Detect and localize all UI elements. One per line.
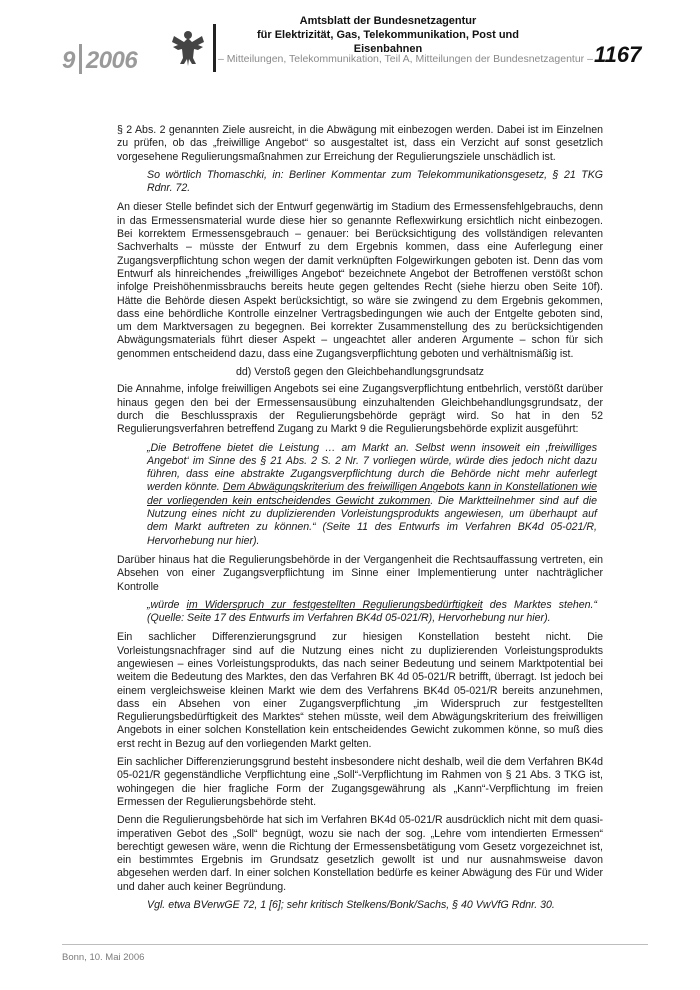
paragraph-4: Darüber hinaus hat die Regulierungsbehörde in der Vergangenheit die Rechtsauffassung vertreten, ein Absehen von einer Zugangsverpflichtung im Sinne einer Implementierung unter nachträglicher Kontrolle: [117, 553, 603, 593]
paragraph-6: Ein sachlicher Differenzierungsgrund besteht insbesondere nicht deshalb, weil die dem Verfahren BK4d 05-021/R gegenständliche Verpflichtung eine „Soll“-Verpflichtung im Rahmen von § 21 Abs. 3 TKG ist, wohingegen die hier fragliche Form der Zugangsgewährung als „Kann“-Verpflichtung im freien Ermessen der Regulierungsbehörde steht.: [117, 756, 603, 808]
page-body: [117, 124, 603, 918]
paragraph-1: § 2 Abs. 2 genannten Ziele ausreicht, in die Abwägung mit einbezogen werden. Dabei ist im Einzelnen zu prüfen, ob das „freiwillige Angebot“ so ausgestaltet ist, dass ein Verzicht auf sonst gesetzlich vorgesehene Regulierungsmaßnahmen zur Erreichung der Regulierungsziele unschädlich ist.: [117, 124, 603, 163]
quote-1-emphasis: Dem Abwägungskriterium des freiwilligen Angebots kann in Konstellationen wie der vorliegenden kein entscheidendes Gewicht zukommen: [147, 481, 597, 507]
section-heading-dd: dd) Verstoß gegen den Gleichbehandlungsgrundsatz: [236, 366, 484, 379]
issue-year: 2006: [85, 47, 138, 74]
quote-1-text-b: . Die Marktteilnehmer sind auf die Nutzung eines nicht zu duplizierenden Vorleistungsprodukts angewiesen, um überhaupt auf dem Markt auftreten zu können.“ (Seite 11 des Entwurfs im Verfahren BK4d 05-021/R, Hervorhebung nur hier).: [147, 494, 597, 547]
paragraph-3: Die Annahme, infolge freiwilligen Angebots sei eine Zugangsverpflichtung entbehrlich, verstößt darüber hinaus gegen den bei der Ermessensausübung einzuhaltenden Gleichbehandlungsgrundsatz, der durch die Beschlusspraxis der Regulierungsbehörde geprägt wird. So hat in den 52 Regulierungsverfahren betreffend Zugang zu Markt 9 die Regulierungsbehörde explizit ausgeführt:: [117, 383, 603, 436]
quote-1-text-a: „Die Betroffene bietet die Leistung … am Markt an. Selbst wenn insoweit ein ‚freiwilliges Angebot‘ im Sinne des § 21 Abs. 2 S. 2 Nr. 7 vorliegen würde, würde dies jedoch nicht dazu führen, dass eine abstrakte Zugangsverpflichtung durch die Behörde nicht mehr auferlegt werden könnte.: [147, 441, 597, 494]
header-divider: [213, 24, 216, 72]
quote-2-emphasis: im Widerspruch zur festgestellten Regulierungsbedürftigkeit: [186, 598, 483, 611]
journal-title-line-1: Amtsblatt der Bundesnetzagentur: [299, 15, 477, 27]
issue-label: [62, 44, 137, 75]
quote-2-text-a: „würde: [147, 598, 187, 611]
paragraph-5: Ein sachlicher Differenzierungsgrund zur hiesigen Konstellation besteht nicht. Die Vorleistungsnachfrager sind auf die Nutzung eines nicht zu duplizierenden Vorleistungsprodukts angewiesen – eines Vorleistungsprodukts, das nach seiner Bedeutung und seinem Marktpotential bei weitem die Bedeutung des Marktes, den das Verfahren BK 4d 05-021/R betrifft, überragt. Ist jedoch bei einem vergleichsweise kleinen Markt wie dem des Verfahrens BK4d 05-021/R bereits anzunehmen, dass ein Absehen von einer Zugangsverpflichtung „im Widerspruch zur festgestellten Regulierungsbedürftigkeit des Marktes“ stehen müsste, weil dem Abwägungskriterium des freiwilligen Angebots in einer solchen Konstellation kein entscheidendes Gewicht zukommen könne, so muß dies erst recht in Bezug auf den vorliegenden Markt gelten.: [117, 631, 603, 750]
page-header: [0, 0, 700, 80]
issue-divider: [79, 44, 82, 74]
page-number: 1167: [594, 42, 642, 67]
footer-divider: [62, 944, 648, 945]
journal-subtitle: – Mitteilungen, Telekommunikation, Teil A, Mitteilungen der Bundesnetzagentur –: [218, 53, 593, 65]
journal-title-line-2: für Elektrizität, Gas, Telekommunikation, Post und Eisenbahnen: [256, 29, 519, 55]
footer-place-date: Bonn, 10. Mai 2006: [62, 952, 145, 963]
journal-title: [228, 14, 548, 56]
quote-2: [117, 599, 603, 626]
quote-2-text-b: des Marktes stehen.“ (Quelle: Seite 17 des Entwurfs im Verfahren BK4d 05-021/R), Hervorhebung nur hier).: [147, 598, 597, 625]
quote-1: [117, 442, 603, 548]
citation-1: So wörtlich Thomaschki, in: Berliner Kommentar zum Telekommunikationsgesetz, § 21 TKG Rdnr. 72.: [147, 168, 603, 195]
paragraph-7: Denn die Regulierungsbehörde hat sich im Verfahren BK4d 05-021/R ausdrücklich nicht mit dem quasi-imperativen Gebot des „Soll“ begnügt, wozu sie nach der sog. „Lehre vom intendierten Ermessen“ berechtigt gewesen wäre, wenn die Richtung der Ermessensbetätigung vom Gesetz vorgezeichnet ist, ein bestimmtes Ergebnis im Grundsatz gesetzlich gewollt ist und nur ausnahmsweise davon abgesehen werden darf. In einer solchen Konstellation bedürfe es keiner Abwägung des Für und Wider und daher auch keiner Begründung.: [117, 814, 603, 893]
federal-eagle-icon: [170, 28, 206, 68]
paragraph-2: An dieser Stelle befindet sich der Entwurf gegenwärtig im Stadium des Ermessensfehlgebrauchs, denn in das Ermessensmaterial wurde diese hier so genannte Reflexwirkung ersichtlich nicht einbezogen. Bei korrektem Ermessensgebrauch – genauer: bei Berücksichtigung des vollständigen relevanten Sachverhalts – müsste der Entwurf zu dem Ergebnis kommen, dass eine Auferlegung einer Zugangsverpflichtung schon wegen der damit verknüpften Folgewirkungen geboten ist. Denn das vom Entwurf als hinreichendes „freiwilliges Angebot“ bezeichnete Angebot der Betroffenen verstößt schon infolge Preishöhenmissbrauchs bereits heute gegen geltendes Recht (siehe hierzu oben Seite 10f). Hätte die Behörde diesen Aspekt berücksichtigt, so wäre sie zwingend zu dem Ergebnis gekommen, dass eine behördliche Kontrolle einzelner Vertragsbedingungen wie auch der Entgelte geboten sind, um dem Marktversagen zu begegnen. Bei korrekter Zusammenstellung des zu berücksichtigenden Abwägungsmaterials führt dieser Aspekt – ungeachtet aller anderen Argumente – schon für sich genommen entscheidend dazu, dass eine Zugangsverpflichtung geboten und verhältnismäßig ist.: [117, 201, 603, 360]
citation-2: Vgl. etwa BVerwGE 72, 1 [6]; sehr kritisch Stelkens/Bonk/Sachs, § 40 VwVfG Rdnr. 30.: [147, 899, 555, 912]
issue-number: 9: [62, 47, 75, 74]
